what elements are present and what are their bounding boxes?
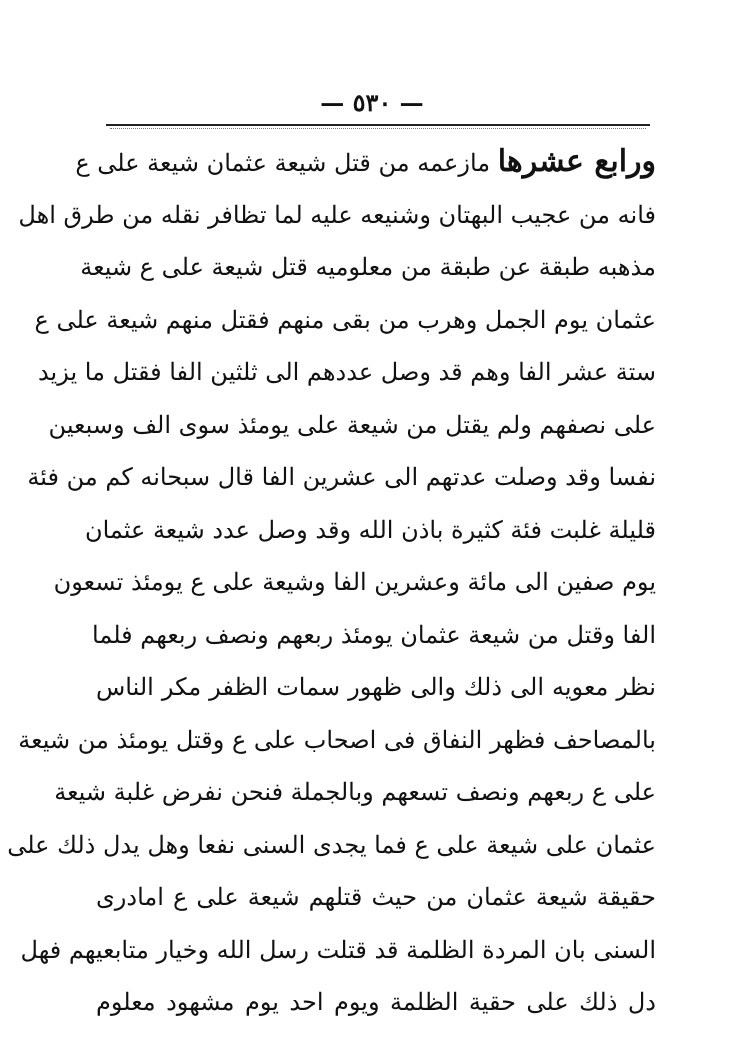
text-line: فانه من عجيب البهتان وشنيعه عليه لما تظافر نقله من طرق اهل: [18, 200, 656, 229]
text-line: الفا وقتل من شيعة عثمان يومئذ ربعهم ونصف ربعهم فلما: [92, 620, 656, 649]
text-line: السنى بان المردة الظلمة قد قتلت رسل الله وخيار متابعيهم فهل: [20, 935, 656, 964]
text-line: بالمصاحف فظهر النفاق فى اصحاب على ع وقتل يومئذ من شيعة: [18, 725, 656, 754]
text-line: يوم صفين الى مائة وعشرين الفا وشيعة على ع يومئذ تسعون: [53, 568, 656, 596]
lead-phrase: ورابع عشرها: [497, 144, 656, 179]
text-line: على نصفهم ولم يقتل من شيعة على يومئذ سوى الف وسبعين: [48, 410, 656, 439]
text-line: على ع ربعهم ونصف تسعهم وبالجملة فنحن نفرض غلبة شيعة: [54, 778, 656, 806]
text-line-1: [75, 136, 656, 189]
text-line: عثمان على شيعة على ع فما يجدى السنى نفعا وهل يدل ذلك على: [7, 830, 656, 859]
header-rule-dotted: [110, 128, 646, 129]
text-line: نظر معويه الى ذلك والى ظهور سمات الظفر مكر الناس: [96, 673, 656, 701]
text-line: عثمان يوم الجمل وهرب من بقى منهم فقتل منهم شيعة على ع: [34, 305, 656, 334]
body-text: [7, 136, 656, 1029]
text-line: ستة عشر الفا وهم قد وصل عددهم الى ثلثين الفا فقتل ما يزيد: [37, 358, 656, 386]
text-line: مذهبه طبقة عن طبقة من معلوميه قتل شيعة على ع شيعة: [80, 253, 656, 281]
text-line: دل ذلك على حقية الظلمة ويوم احد يوم مشهود معلوم: [96, 988, 656, 1016]
text-line: قليلة غلبت فئة كثيرة باذن الله وقد وصل عدد شيعة عثمان: [84, 515, 656, 544]
page-number: — ٥٣٠ —: [320, 88, 424, 117]
text-line: حقيقة شيعة عثمان من حيث قتلهم شيعة على ع امادرى: [96, 883, 656, 911]
text-line: نفسا وقد وصلت عدتهم الى عشرين الفا قال سبحانه كم من فئة: [27, 463, 656, 491]
text-line-1-rest: مازعمه من قتل شيعة عثمان شيعة على ع: [75, 149, 491, 177]
header-rule: [106, 124, 650, 126]
